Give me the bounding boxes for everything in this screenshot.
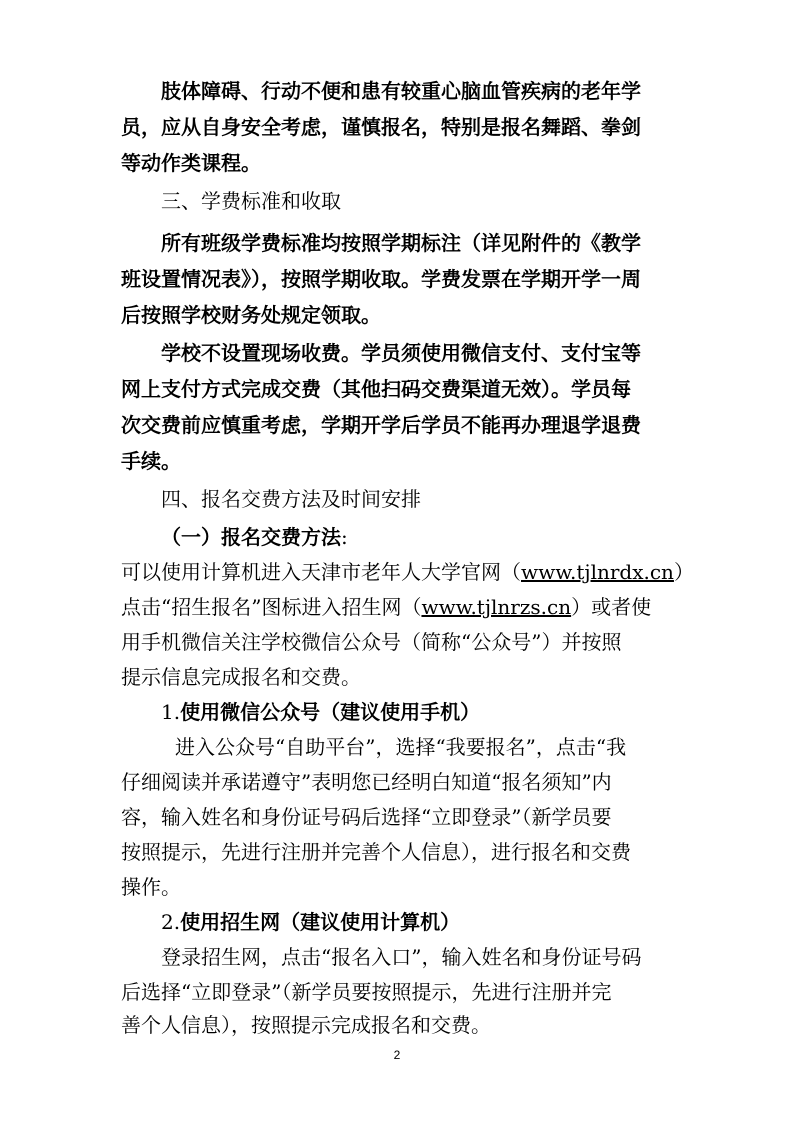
item-2-line-2: 后选择“立即登录”（新学员要按照提示，先进行注册并完	[121, 980, 612, 1004]
item-2-line-1: 登录招生网，点击“报名入口”，输入姓名和身份证号码	[161, 945, 642, 969]
item-1-line-1: 进入公众号“自助平台”，选择“我要报名”，点击“我	[175, 735, 627, 759]
paragraph-1-line-1: 肢体障碍、行动不便和患有较重心脑血管疾病的老年学	[161, 79, 641, 103]
item-2-title: 使用招生网（建议使用计算机）	[180, 910, 461, 934]
paragraph-3-line-2-part-b: 学员每	[571, 377, 631, 401]
paragraph-4-line-2-text: 点击“招生报名”图标进入招生网（	[121, 595, 422, 619]
paragraph-2-line-3: 后按照学校财务处规定领取。	[121, 303, 381, 327]
item-2-heading	[121, 907, 721, 937]
section-heading-3: 三、学费标准和收取	[161, 189, 341, 213]
item-1-line-4: 按照提示，先进行注册并完善个人信息），进行报名和交费	[121, 840, 631, 864]
paragraph-4-line-2-tail: ）或者使	[571, 595, 652, 619]
paragraph-4-line-2	[121, 592, 681, 622]
section-heading-4: 四、报名交费方法及时间安排	[161, 487, 421, 511]
subsection-heading-1	[121, 522, 721, 552]
subsection-heading-1-label: （一）报名交费方法	[161, 525, 341, 549]
paragraph-3-line-3: 次交费前应慎重考虑，学期开学后学员不能再办理退学退费	[121, 413, 641, 437]
paragraph-4-line-1-close: ）	[673, 560, 694, 584]
paragraph-4-line-1	[121, 557, 694, 587]
paragraph-2-line-1: 所有班级学费标准均按照学期标注（详见附件的《教学	[161, 231, 641, 255]
paragraph-3-line-1: 学校不设置现场收费。学员须使用微信支付、支付宝等	[161, 341, 641, 365]
item-1-line-3: 容，输入姓名和身份证号码后选择“立即登录”（新学员要	[121, 805, 612, 829]
paragraph-1-line-2: 员，应从自身安全考虑，谨慎报名，特别是报名舞蹈、拳剑	[121, 115, 641, 139]
paragraph-1-line-3: 等动作类课程。	[121, 151, 261, 175]
page-number: 2	[393, 1048, 401, 1062]
paragraph-4-line-4: 提示信息完成报名和交费。	[121, 665, 361, 689]
paragraph-4-line-1-text: 可以使用计算机进入天津市老年人大学官网（	[121, 560, 521, 584]
paragraph-3-line-2	[121, 374, 681, 404]
paragraph-3-line-2-part-a: 网上支付方式完成交费（其他扫码交费渠道无效）。	[121, 377, 571, 401]
item-1-line-2: 仔细阅读并承诺遵守”表明您已经明白知道“报名须知”内	[121, 770, 612, 794]
item-1-line-5: 操作。	[121, 875, 181, 899]
paragraph-2-line-2: 班设置情况表》），按照学期收取。学费发票在学期开学一周	[121, 267, 641, 291]
item-1-number: 1.	[161, 700, 181, 724]
item-1-title: 使用微信公众号（建议使用手机）	[180, 700, 481, 724]
official-site-link[interactable]: www.tjlnrdx.cn	[521, 560, 674, 584]
subsection-heading-1-colon: :	[341, 525, 348, 549]
item-1-heading	[121, 697, 721, 727]
paragraph-4-line-3: 用手机微信关注学校微信公众号（简称“公众号”）并按照	[121, 630, 622, 654]
paragraph-3-line-4: 手续。	[121, 449, 181, 473]
enrollment-site-link[interactable]: www.tjlnrzs.cn	[421, 595, 572, 619]
item-2-number: 2.	[161, 910, 181, 934]
item-2-line-3: 善个人信息），按照提示完成报名和交费。	[121, 1013, 491, 1037]
